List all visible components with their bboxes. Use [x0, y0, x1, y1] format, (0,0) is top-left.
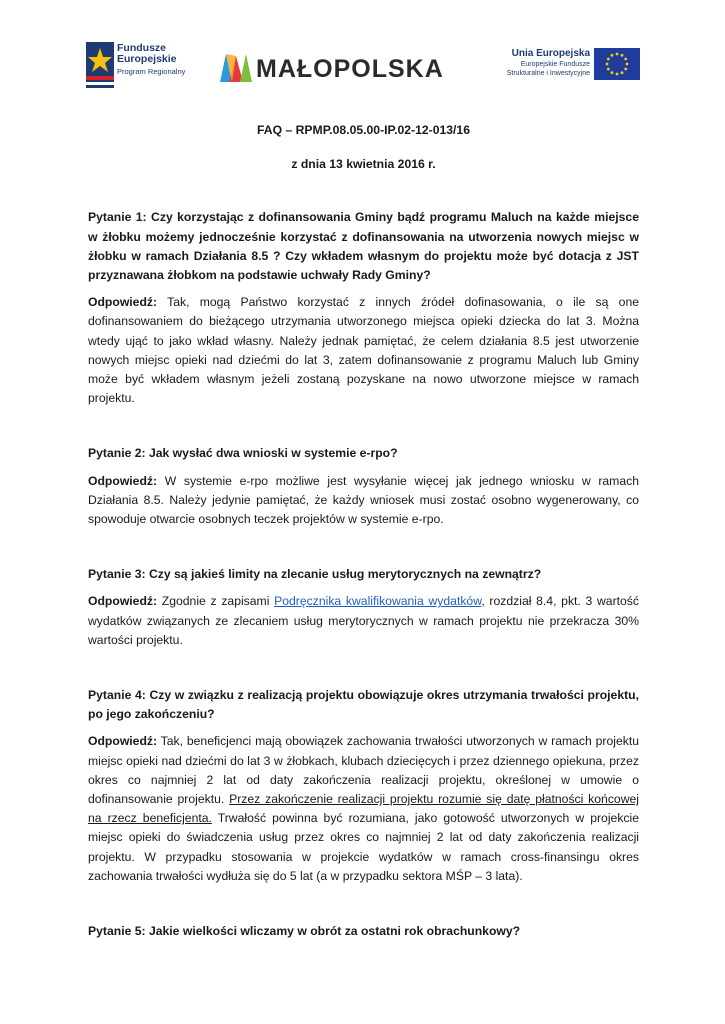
answer-4	[88, 732, 639, 886]
podrecznik-link[interactable]: Podręcznika kwalifikowania wydatków	[274, 594, 482, 609]
unia-europejska-logo	[488, 48, 640, 84]
faq-document	[88, 117, 639, 941]
answer-3-text-pre: Zgodnie z zapisami	[157, 594, 275, 609]
answer-1	[88, 293, 639, 408]
document-date: z dnia 13 kwietnia 2016 r.	[291, 157, 436, 172]
eu-logo-line3: Strukturalne i Inwestycyjne	[506, 70, 590, 77]
answer-3	[88, 592, 639, 650]
document-title: FAQ – RPMP.08.05.00-IP.02-12-013/16	[257, 123, 470, 137]
question-5: Pytanie 5: Jakie wielkości wliczamy w obrót za ostatni rok obrachunkowy?	[88, 924, 521, 939]
fe-star-icon	[86, 42, 114, 88]
answer-2-text: W systemie e-rpo możliwe jest wysyłanie więcej jak jednego wniosku w ramach Działania 8.5. Należy jedynie pamiętać, że każdy wniosek musi zostać osobno wygenerowany, co spowoduje otwarcie osobnych teczek projektów w systemie e-rpo.	[88, 473, 639, 527]
page-header	[0, 0, 725, 100]
answer-label: Odpowiedź:	[88, 594, 158, 609]
answer-4-underlined: Przez zakończenie realizacji projektu rozumie się datę płatności końcowej na rzecz beneficjenta.	[88, 792, 639, 826]
eu-logo-line2: Europejskie Fundusze	[520, 61, 590, 68]
fe-logo-line3: Program Regionalny	[117, 67, 186, 76]
question-3: Pytanie 3: Czy są jakieś limity na zlecanie usług merytorycznych na zewnątrz?	[88, 567, 542, 582]
question-4: Pytanie 4: Czy w związku z realizacją projektu obowiązuje okres utrzymania trwałości projektu, po jego zakończeniu?	[88, 688, 639, 722]
answer-2	[88, 472, 639, 530]
answer-4-text-post: Trwałość powinna być rozumiana, jako gotowość utworzonych w projekcie miejsc opieki do świadczenia usług przez okres co najmniej 2 lat od daty zakończenia realizacji projektu. W przypadku stosowania w projekcie wydatków w ramach cross-finansingu okres zachowania trwałości wydłuża się do 5 lat (a w przypadku sektora MŚP – 3 lata).	[88, 811, 639, 883]
answer-3-text-post: , rozdział 8.4, pkt. 3 wartość wydatków związanych ze zlecaniem usług merytorycznych w ramach projektu nie przekracza 30% wartości projektu.	[88, 594, 639, 647]
question-1: Pytanie 1: Czy korzystając z dofinansowania Gminy bądź programu Maluch na każde miejsce w żłobku możemy jednocześnie korzystać z dofinansowania na utworzenia nowych miejsc w żłobku w ramach Działania 8.5 ? Czy wkładem własnym do projektu może być dotacja z JST przyznawana żłobkom na podstawie uchwały Rady Gminy?	[88, 210, 639, 283]
question-2: Pytanie 2: Jak wysłać dwa wnioski w systemie e-rpo?	[88, 446, 398, 461]
fundusze-europejskie-logo	[86, 42, 196, 88]
answer-4-text-pre: Tak, beneficjenci mają obowiązek zachowania trwałości utworzonych w ramach projektu miejsc opieki nad dziećmi do lat 3 w żłobkach, klubach dziecięcych i przez dziennego opiekuna, przez okres co najmniej 2 lat od daty zakończenia realizacji projektu, określonej w umowie o dofinansowanie projektu.	[88, 734, 639, 807]
eu-flag-icon	[594, 48, 640, 80]
malopolska-m-icon	[220, 52, 252, 84]
answer-label: Odpowiedź:	[88, 734, 158, 749]
answer-1-text: Tak, mogą Państwo korzystać z innych źródeł dofinasowania, o ile są one dofinansowaniem do bieżącego utrzymania utworzonego miejsca opieki dziecka do lat 3. Można wtedy ująć to jako wkład własny. Należy jednak pamiętać, że celem działania 8.5 jest utworzenie nowych miejsc opieki nad dziećmi do lat 3, zatem dofinansowanie z programu Maluch lub Gminy może być wkładem własnym jeżeli zostaną pozyskane na nowo utworzone miejsce w ramach projektu.	[88, 295, 639, 406]
eu-logo-line1: Unia Europejska	[511, 48, 590, 59]
malopolska-logo-text: MAŁOPOLSKA	[256, 55, 444, 83]
answer-label: Odpowiedź:	[88, 473, 158, 488]
answer-label: Odpowiedź:	[88, 295, 158, 310]
fe-logo-line2: Europejskie	[117, 53, 177, 65]
fe-logo-line1: Fundusze	[117, 42, 166, 54]
